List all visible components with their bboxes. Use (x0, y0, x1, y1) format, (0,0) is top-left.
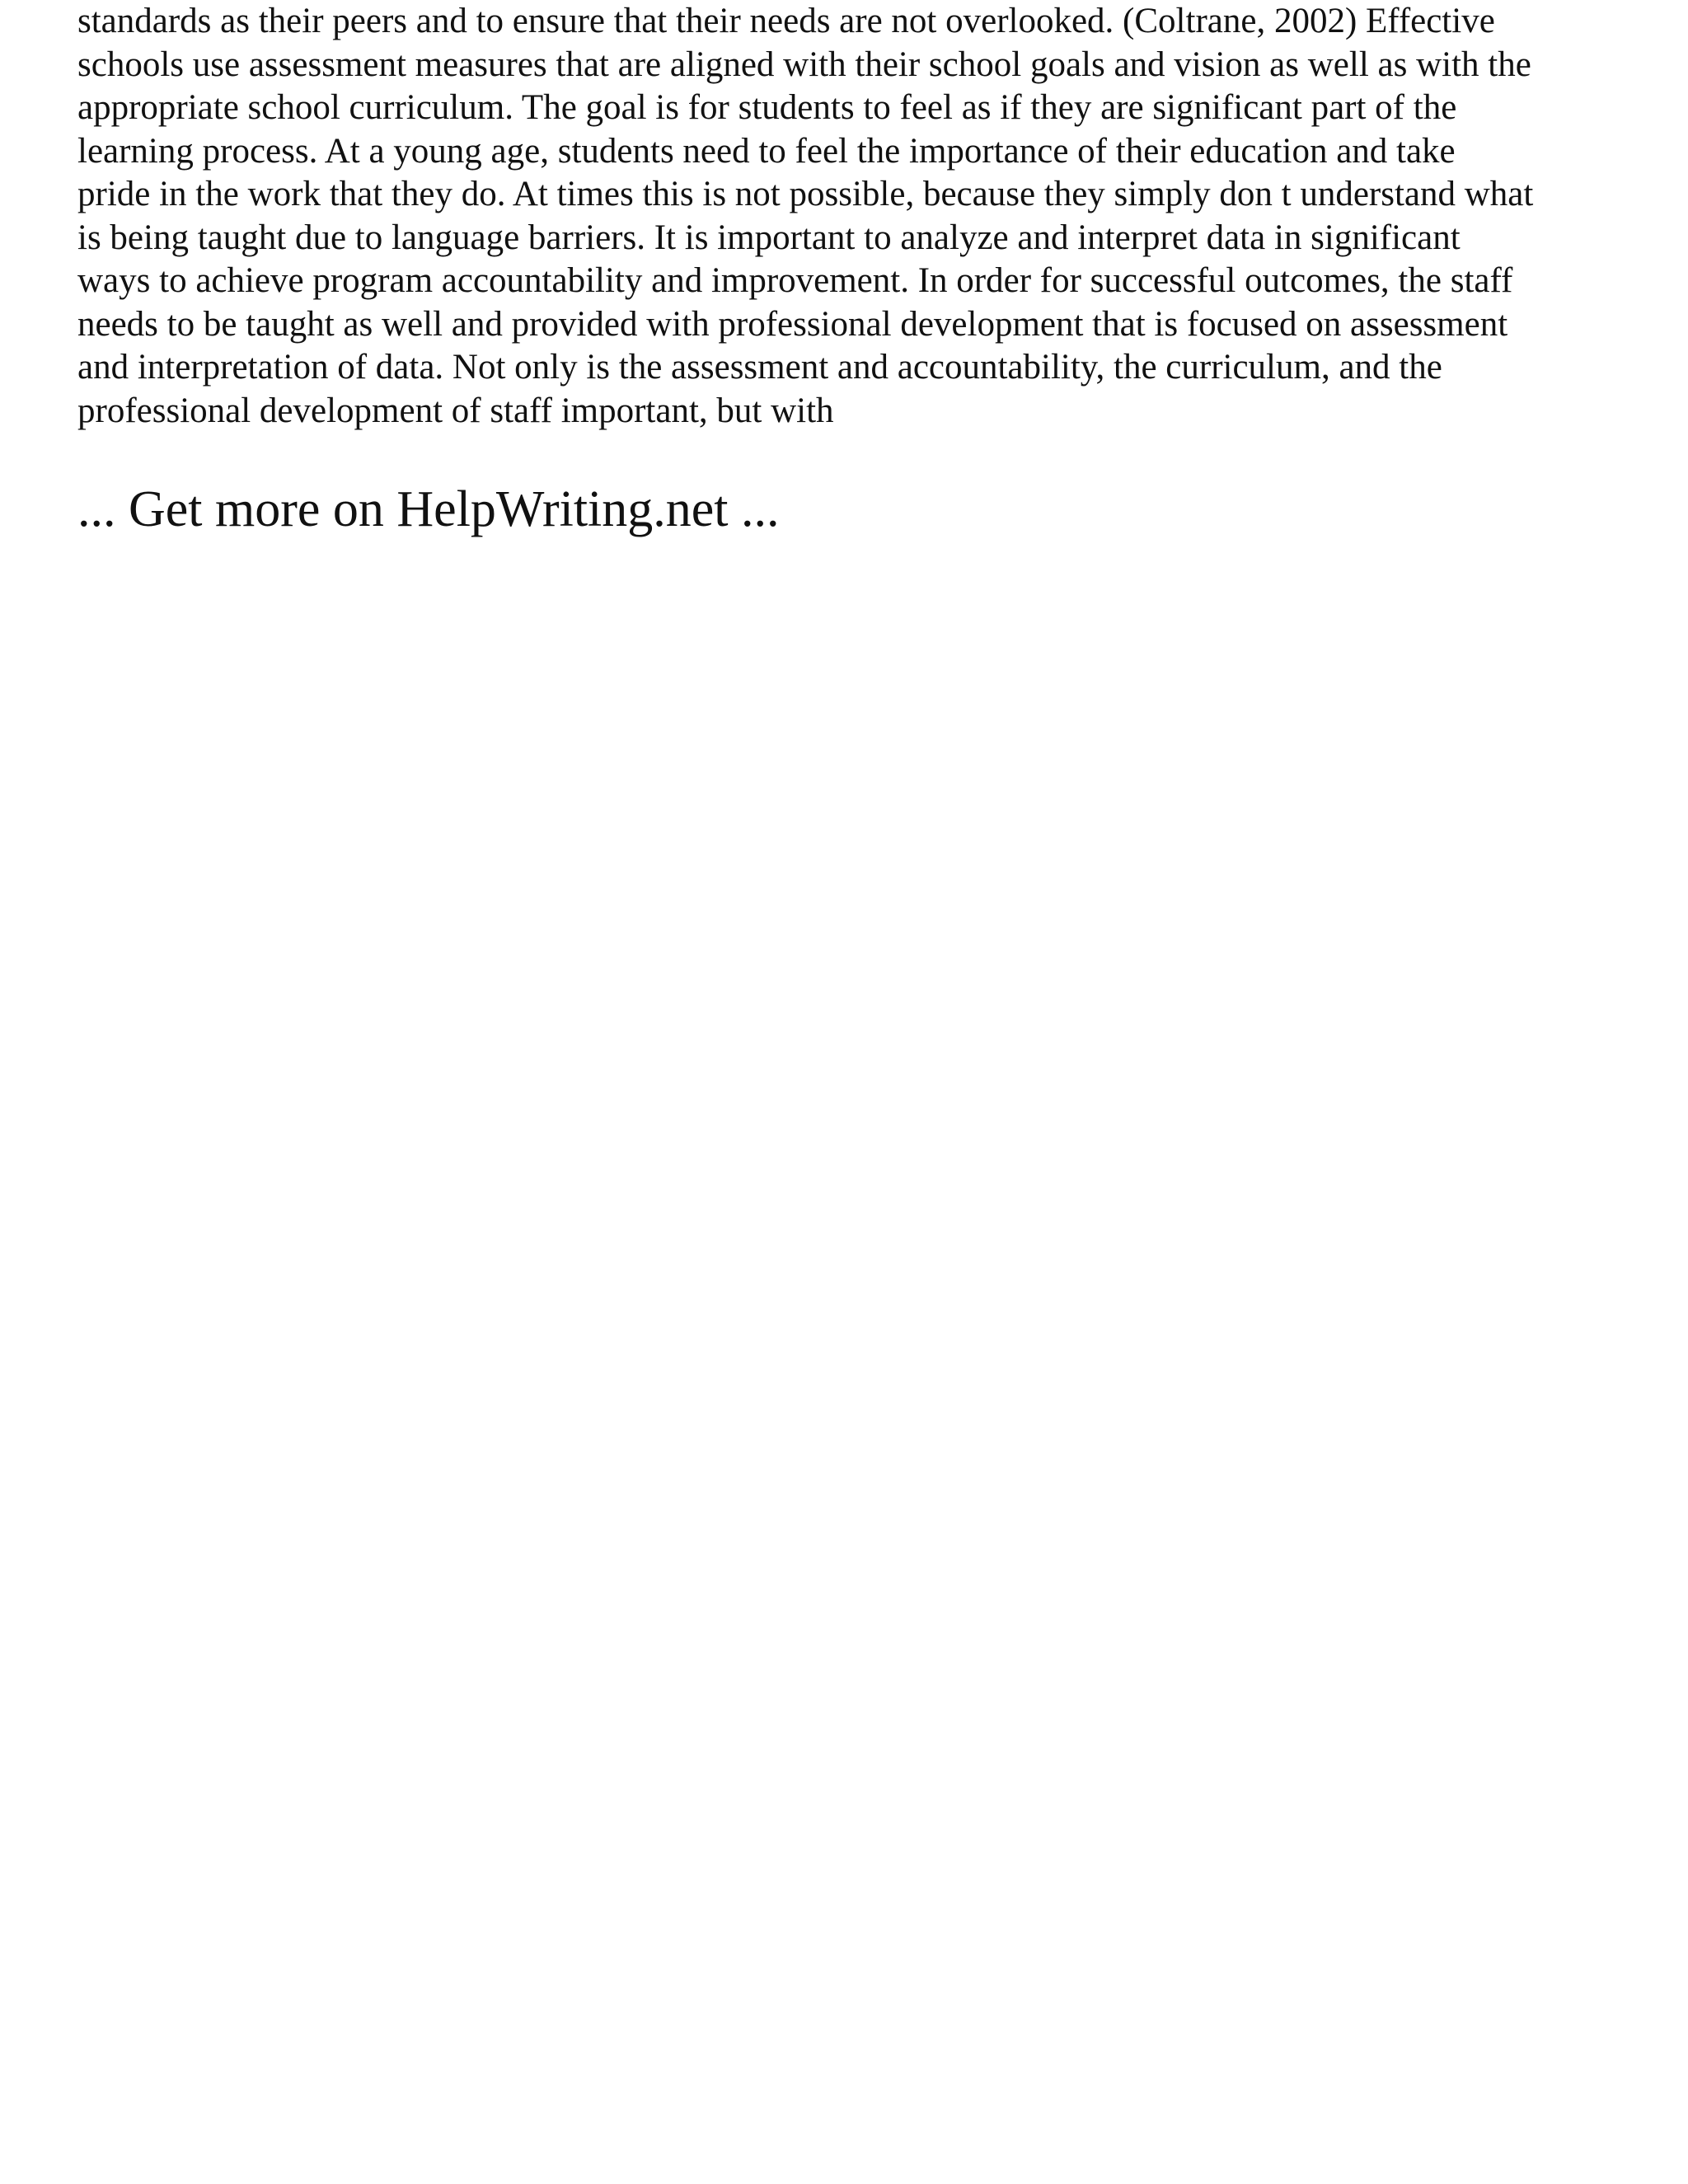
paragraph-line-6: is being taught due to language barriers. It is important to analyze and interpret data in significant (77, 218, 1461, 257)
paragraph-line-3: appropriate school curriculum. The goal is for students to feel as if they are significant part of the (77, 88, 1457, 127)
paragraph-line-9: and interpretation of data. Not only is the assessment and accountability, the curriculum, and the (77, 348, 1442, 387)
paragraph-line-5: pride in the work that they do. At times this is not possible, because they simply don t understand what (77, 175, 1534, 213)
paragraph-line-2: schools use assessment measures that are aligned with their school goals and vision as well as with the (77, 45, 1531, 84)
paragraph-line-4: learning process. At a young age, students need to feel the importance of their education and take (77, 131, 1456, 171)
paragraph-line-8: needs to be taught as well and provided with professional development that is focused on assessment (77, 304, 1508, 344)
get-more-link-text[interactable]: ... Get more on HelpWriting.net ... (77, 481, 780, 537)
paragraph-line-10: professional development of staff important, but with (77, 391, 834, 430)
paragraph-line-7: ways to achieve program accountability and improvement. In order for successful outcomes, the staff (77, 261, 1513, 300)
paragraph-line-1: standards as their peers and to ensure that their needs are not overlooked. (Coltrane, 2002) Effective (77, 2, 1495, 40)
body-paragraph (77, 0, 1643, 433)
